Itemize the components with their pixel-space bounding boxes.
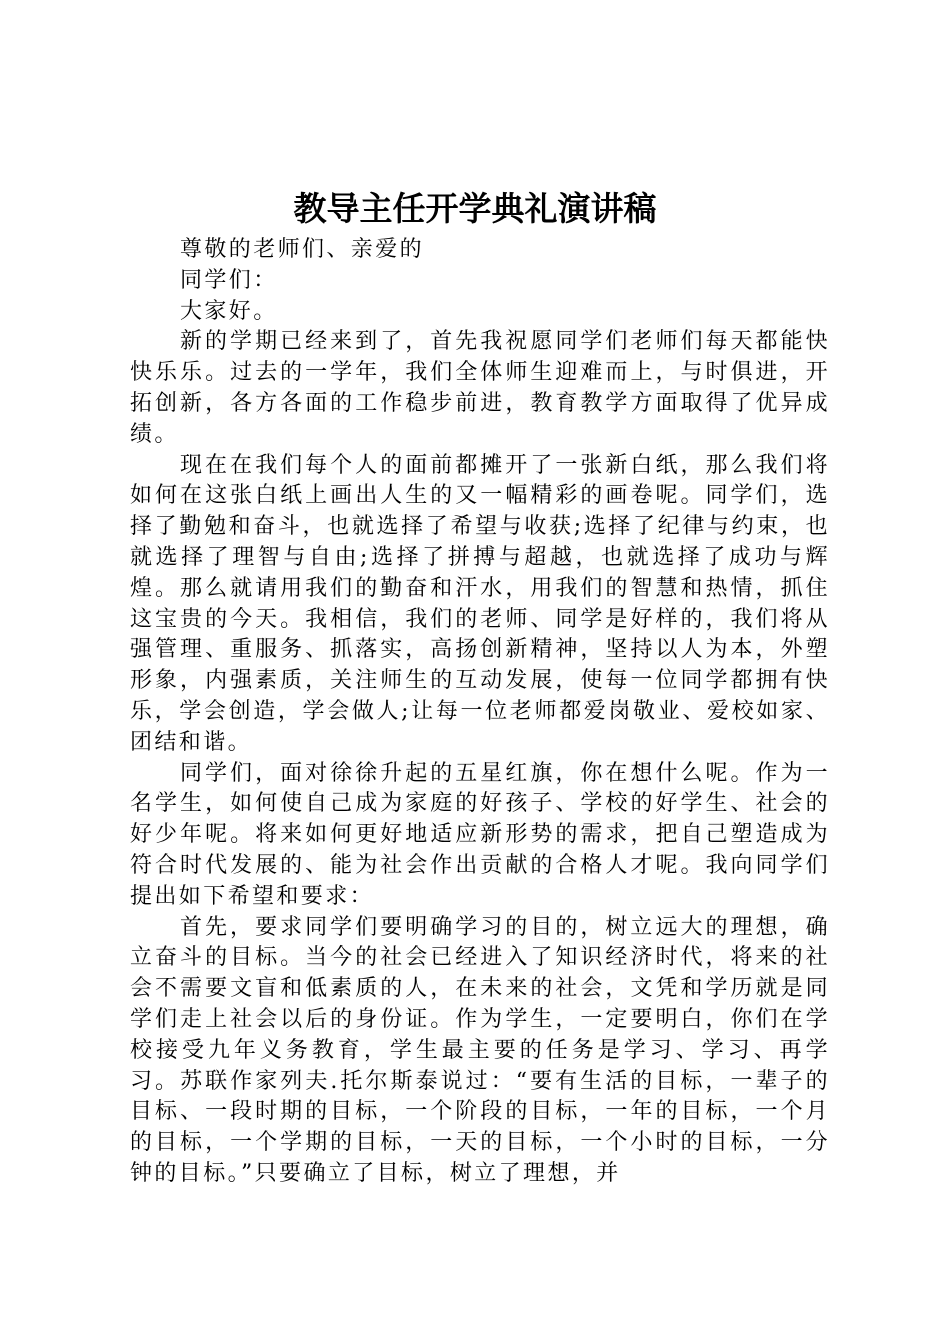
document-body [130, 235, 830, 1190]
salutation-line-2: 同学们： [180, 267, 278, 293]
paragraph: 同学们，面对徐徐升起的五星红旗，你在想什么呢。作为一名学生，如何使自己成为家庭的好孩子、学校的好学生、社会的好少年呢。将来如何更好地适应新形势的需求，把自己塑造成为符合时代发展的、能为社会作出贡献的合格人才呢。我向同学们提出如下希望和要求： [130, 760, 830, 909]
paragraph: 现在在我们每个人的面前都摊开了一张新白纸，那么我们将如何在这张白纸上画出人生的又一幅精彩的画卷呢。同学们，选择了勤勉和奋斗，也就选择了希望与收获;选择了纪律与约束，也就选择了理智与自由;选择了拼搏与超越，也就选择了成功与辉煌。那么就请用我们的勤奋和汗水，用我们的智慧和热情，抓住这宝贵的今天。我相信，我们的老师、同学是好样的，我们将从强管理、重服务、抓落实，高扬创新精神，坚持以人为本，外塑形象，内强素质，关注师生的互动发展，使每一位同学都拥有快乐，学会创造，学会做人;让每一位老师都爱岗敬业、爱校如家、团结和谐。 [130, 452, 830, 755]
paragraph: 首先，要求同学们要明确学习的目的，树立远大的理想，确立奋斗的目标。当今的社会已经进入了知识经济时代，将来的社会不需要文盲和低素质的人，在未来的社会，文凭和学历就是同学们走上社会以后的身份证。作为学生，一定要明白，你们在学校接受九年义务教育，学生最主要的任务是学习、学习、再学习。苏联作家列夫.托尔斯泰说过：“要有生活的目标，一辈子的目标、一段时期的目标，一个阶段的目标，一年的目标，一个月的目标，一个学期的目标，一天的目标，一个小时的目标，一分钟的目标。”只要确立了目标，树立了理想，并 [130, 914, 830, 1186]
document-title: 教导主任开学典礼演讲稿 [293, 189, 657, 228]
greeting: 大家好。 [180, 298, 278, 324]
salutation-line-1: 尊敬的老师们、亲爱的 [180, 237, 425, 262]
paragraph: 新的学期已经来到了，首先我祝愿同学们老师们每天都能快快乐乐。过去的一学年，我们全体师生迎难而上，与时俱进，开拓创新，各方各面的工作稳步前进，教育教学方面取得了优异成绩。 [130, 329, 830, 447]
